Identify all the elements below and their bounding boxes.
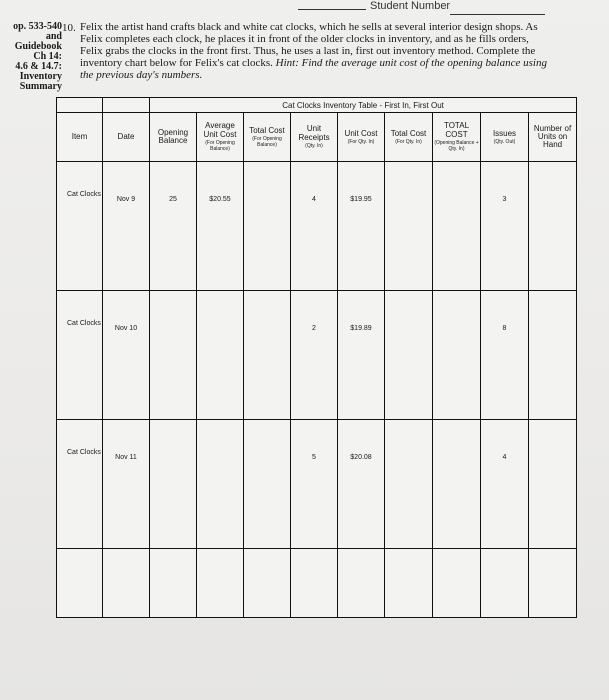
header-average-unit-cost <box>197 113 244 162</box>
problem-statement <box>80 21 550 81</box>
cell-number-on-hand[interactable] <box>529 420 577 549</box>
sidebar-line: Summary <box>19 81 62 92</box>
sidebar-line: 4.6 & 14.7: <box>15 61 62 72</box>
header-unit-cost <box>338 113 385 162</box>
cell-unit-cost: $19.89 <box>338 291 385 420</box>
cell-blank[interactable] <box>433 549 481 618</box>
cell-date: Nov 9 <box>103 162 150 291</box>
header-date: Date <box>103 113 150 162</box>
student-line-left <box>298 9 366 10</box>
header-item: Item <box>57 113 103 162</box>
header-number-on-hand: Number of Units on Hand <box>529 113 577 162</box>
header-average-unit-cost-sub: (For Opening Balance) <box>205 140 235 152</box>
cell-blank <box>57 549 103 618</box>
table-title: Cat Clocks Inventory Table - First In, First Out <box>150 98 577 113</box>
cell-item: Cat Clocks <box>57 291 103 420</box>
cell-average-unit-cost[interactable] <box>197 420 244 549</box>
sidebar-line: Guidebook <box>14 41 62 52</box>
header-total-cost-in-sub: (For Qty. In) <box>395 138 422 145</box>
header-total-cost-in <box>385 113 433 162</box>
cell-total-cost-all[interactable] <box>433 291 481 420</box>
table-row <box>57 420 577 549</box>
header-total-cost-all <box>433 113 481 162</box>
title-blank-cell <box>57 98 103 113</box>
problem-hint: Hint: Find the average unit cost of the opening balance using the previous day's numbers. <box>80 57 547 81</box>
header-issues <box>481 113 529 162</box>
header-unit-cost-sub: (For Qty. In) <box>347 138 375 145</box>
table-row <box>57 162 577 291</box>
sidebar-line: Ch 14: <box>33 51 62 62</box>
header-unit-receipts <box>291 113 338 162</box>
cell-number-on-hand[interactable] <box>529 162 577 291</box>
cell-total-cost-all[interactable] <box>433 162 481 291</box>
cell-blank[interactable] <box>385 549 433 618</box>
cell-item: Cat Clocks <box>57 162 103 291</box>
table-row <box>57 291 577 420</box>
cell-opening-balance[interactable]: 25 <box>150 162 197 291</box>
cell-total-cost-in[interactable] <box>385 420 433 549</box>
cell-total-cost-in[interactable] <box>385 162 433 291</box>
header-average-unit-cost-label: Average Unit Cost <box>203 121 237 139</box>
cell-unit-receipts: 4 <box>291 162 338 291</box>
cell-issues: 8 <box>481 291 529 420</box>
header-total-cost-opening <box>244 113 291 162</box>
header-unit-cost-label: Unit Cost <box>344 128 378 138</box>
cell-number-on-hand[interactable] <box>529 291 577 420</box>
cell-blank <box>291 549 338 618</box>
reference-sidebar <box>0 22 62 92</box>
table-row-blank <box>57 549 577 618</box>
cell-date: Nov 11 <box>103 420 150 549</box>
question-number: 10. <box>62 22 76 34</box>
sidebar-line: and <box>45 31 62 42</box>
sidebar-line: Inventory <box>19 71 62 82</box>
inventory-table <box>56 97 577 618</box>
cell-blank[interactable] <box>244 549 291 618</box>
header-opening-balance: Opening Balance <box>150 113 197 162</box>
cell-unit-receipts: 2 <box>291 291 338 420</box>
cell-opening-balance[interactable] <box>150 291 197 420</box>
cell-date: Nov 10 <box>103 291 150 420</box>
cell-issues: 3 <box>481 162 529 291</box>
header-unit-receipts-label: Unit Receipts <box>298 124 330 142</box>
header-unit-receipts-sub: (Qty. In) <box>305 143 323 149</box>
title-blank-cell <box>103 98 150 113</box>
cell-blank[interactable] <box>197 549 244 618</box>
cell-total-cost-opening[interactable] <box>244 291 291 420</box>
cell-issues: 4 <box>481 420 529 549</box>
cell-blank[interactable] <box>150 549 197 618</box>
header-total-cost-in-label: Total Cost <box>390 128 427 138</box>
cell-total-cost-opening[interactable] <box>244 162 291 291</box>
cell-blank <box>338 549 385 618</box>
sidebar-line: op. 533-540 <box>13 21 62 32</box>
student-number-field-line <box>450 14 545 15</box>
header-total-cost-opening-sub: (For Opening Balance) <box>252 135 282 148</box>
header-issues-sub: (Qty. Out) <box>493 138 516 145</box>
header-issues-label: Issues <box>492 128 517 138</box>
cell-blank <box>103 549 150 618</box>
header-total-cost-all-label: TOTAL COST <box>443 121 470 139</box>
cell-opening-balance[interactable] <box>150 420 197 549</box>
student-number-label: Student Number <box>370 0 451 12</box>
cell-blank <box>481 549 529 618</box>
cell-total-cost-opening[interactable] <box>244 420 291 549</box>
cell-unit-cost: $20.08 <box>338 420 385 549</box>
cell-unit-cost: $19.95 <box>338 162 385 291</box>
cell-total-cost-in[interactable] <box>385 291 433 420</box>
problem-text: Felix the artist hand crafts black and white cat clocks, which he sells at several interior design shops. As Felix completes each clock, he places it in front of the older clocks in inventory, and as he fills orders, Felix grabs the clocks in the front first. Thus, he uses a last in, first out inventory method. Complete the inventory chart below for Felix's cat clocks. <box>80 21 538 69</box>
cell-average-unit-cost[interactable] <box>197 291 244 420</box>
cell-average-unit-cost[interactable]: $20.55 <box>197 162 244 291</box>
header-total-cost-all-sub: (Opening Balance + Qty. In) <box>434 140 479 152</box>
cell-unit-receipts: 5 <box>291 420 338 549</box>
cell-blank[interactable] <box>529 549 577 618</box>
header-total-cost-opening-label: Total Cost <box>249 125 285 135</box>
cell-item: Cat Clocks <box>57 420 103 549</box>
cell-total-cost-all[interactable] <box>433 420 481 549</box>
